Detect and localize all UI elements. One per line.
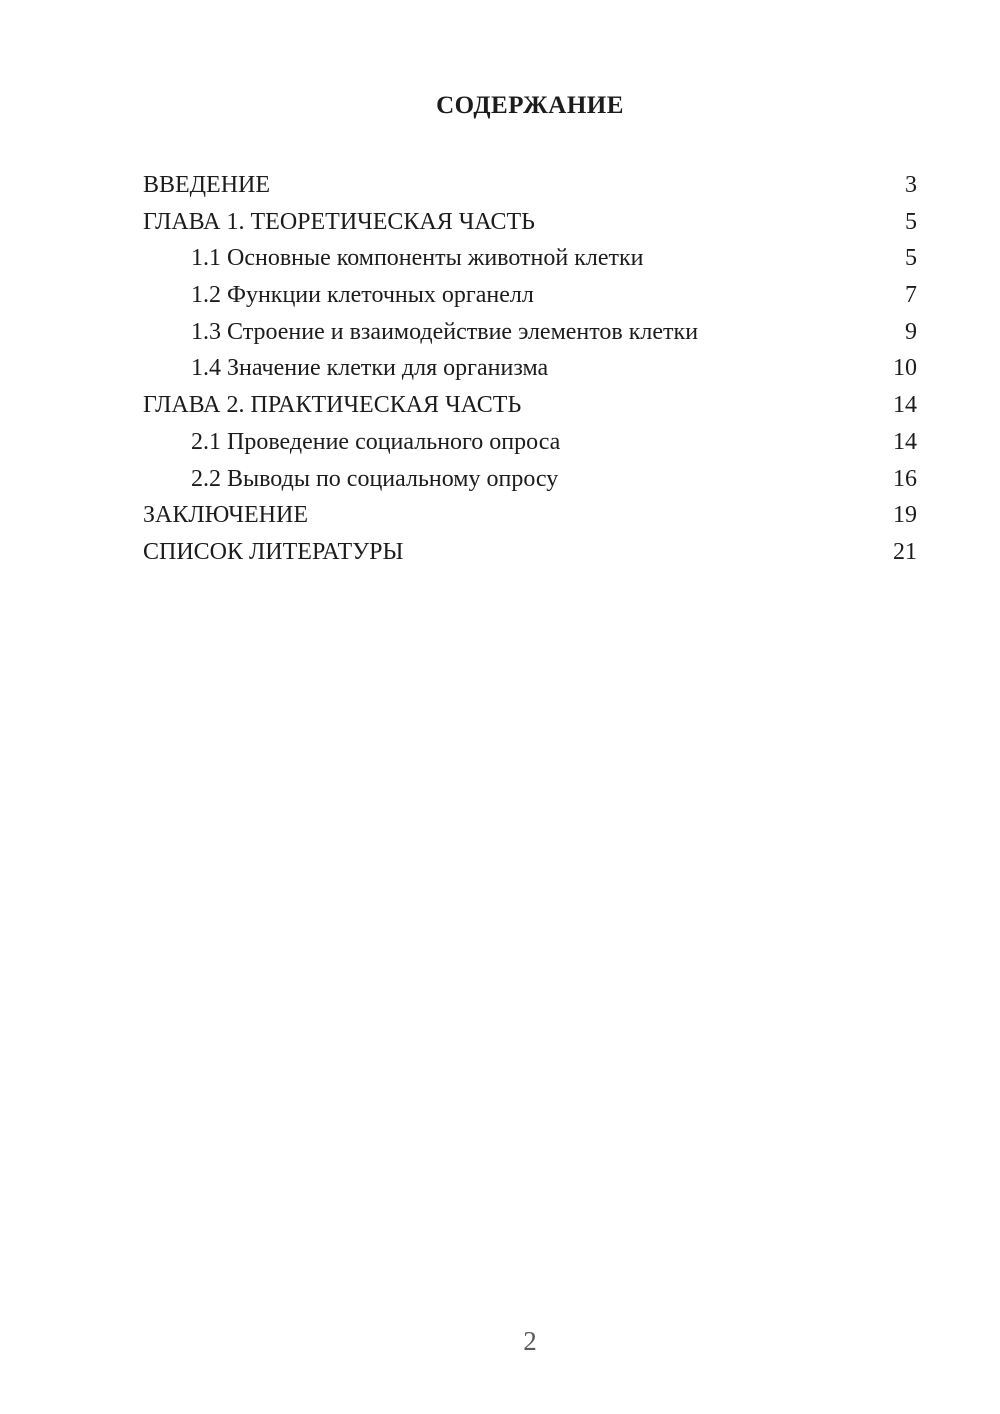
toc-entry-label: 1.2 Функции клеточных органелл	[191, 282, 534, 309]
toc-entry-label: ГЛАВА 1. ТЕОРЕТИЧЕСКАЯ ЧАСТЬ	[143, 208, 535, 235]
toc-entry-page-number: 9	[905, 318, 917, 345]
toc-entry-page-number: 5	[905, 208, 917, 235]
toc-entry-label: 2.2 Выводы по социальному опросу	[191, 465, 559, 492]
toc-entry-label: СПИСОК ЛИТЕРАТУРЫ	[143, 538, 404, 565]
toc-entry	[143, 461, 917, 498]
toc-entry-page-number: 7	[905, 282, 917, 309]
toc-entry	[143, 314, 917, 351]
toc-entry-page-number: 16	[893, 465, 917, 492]
toc-entry	[143, 387, 917, 424]
toc-entry	[143, 497, 917, 534]
toc-entry-page-number: 21	[893, 538, 917, 565]
toc-entry-label: 1.3 Строение и взаимодействие элементов клетки	[191, 318, 699, 345]
toc-entry-label: ГЛАВА 2. ПРАКТИЧЕСКАЯ ЧАСТЬ	[143, 392, 522, 419]
toc-entry-label: 2.1 Проведение социального опроса	[191, 428, 561, 455]
toc-entry	[143, 167, 917, 204]
toc-entry	[143, 424, 917, 461]
toc-entry	[143, 534, 917, 571]
toc-entry	[143, 240, 917, 277]
toc-list	[143, 167, 917, 571]
toc-entry-label: 1.1 Основные компоненты животной клетки	[191, 245, 644, 272]
footer-page-number: 2	[523, 1326, 537, 1356]
toc-entry-page-number: 14	[893, 392, 917, 419]
toc-entry-label: ЗАКЛЮЧЕНИЕ	[143, 502, 308, 529]
toc-entry	[143, 277, 917, 314]
toc-entry-page-number: 3	[905, 172, 917, 198]
page-title: СОДЕРЖАНИЕ	[436, 92, 624, 119]
toc-entry-page-number: 10	[893, 355, 917, 382]
toc-entry-page-number: 5	[905, 245, 917, 272]
toc-entry-label: ВВЕДЕНИЕ	[143, 172, 271, 198]
toc-entry-page-number: 14	[893, 428, 917, 455]
toc-entry-label: 1.4 Значение клетки для организма	[191, 355, 549, 382]
toc-entry-page-number: 19	[893, 502, 917, 529]
toc-entry	[143, 350, 917, 387]
toc-entry	[143, 204, 917, 241]
